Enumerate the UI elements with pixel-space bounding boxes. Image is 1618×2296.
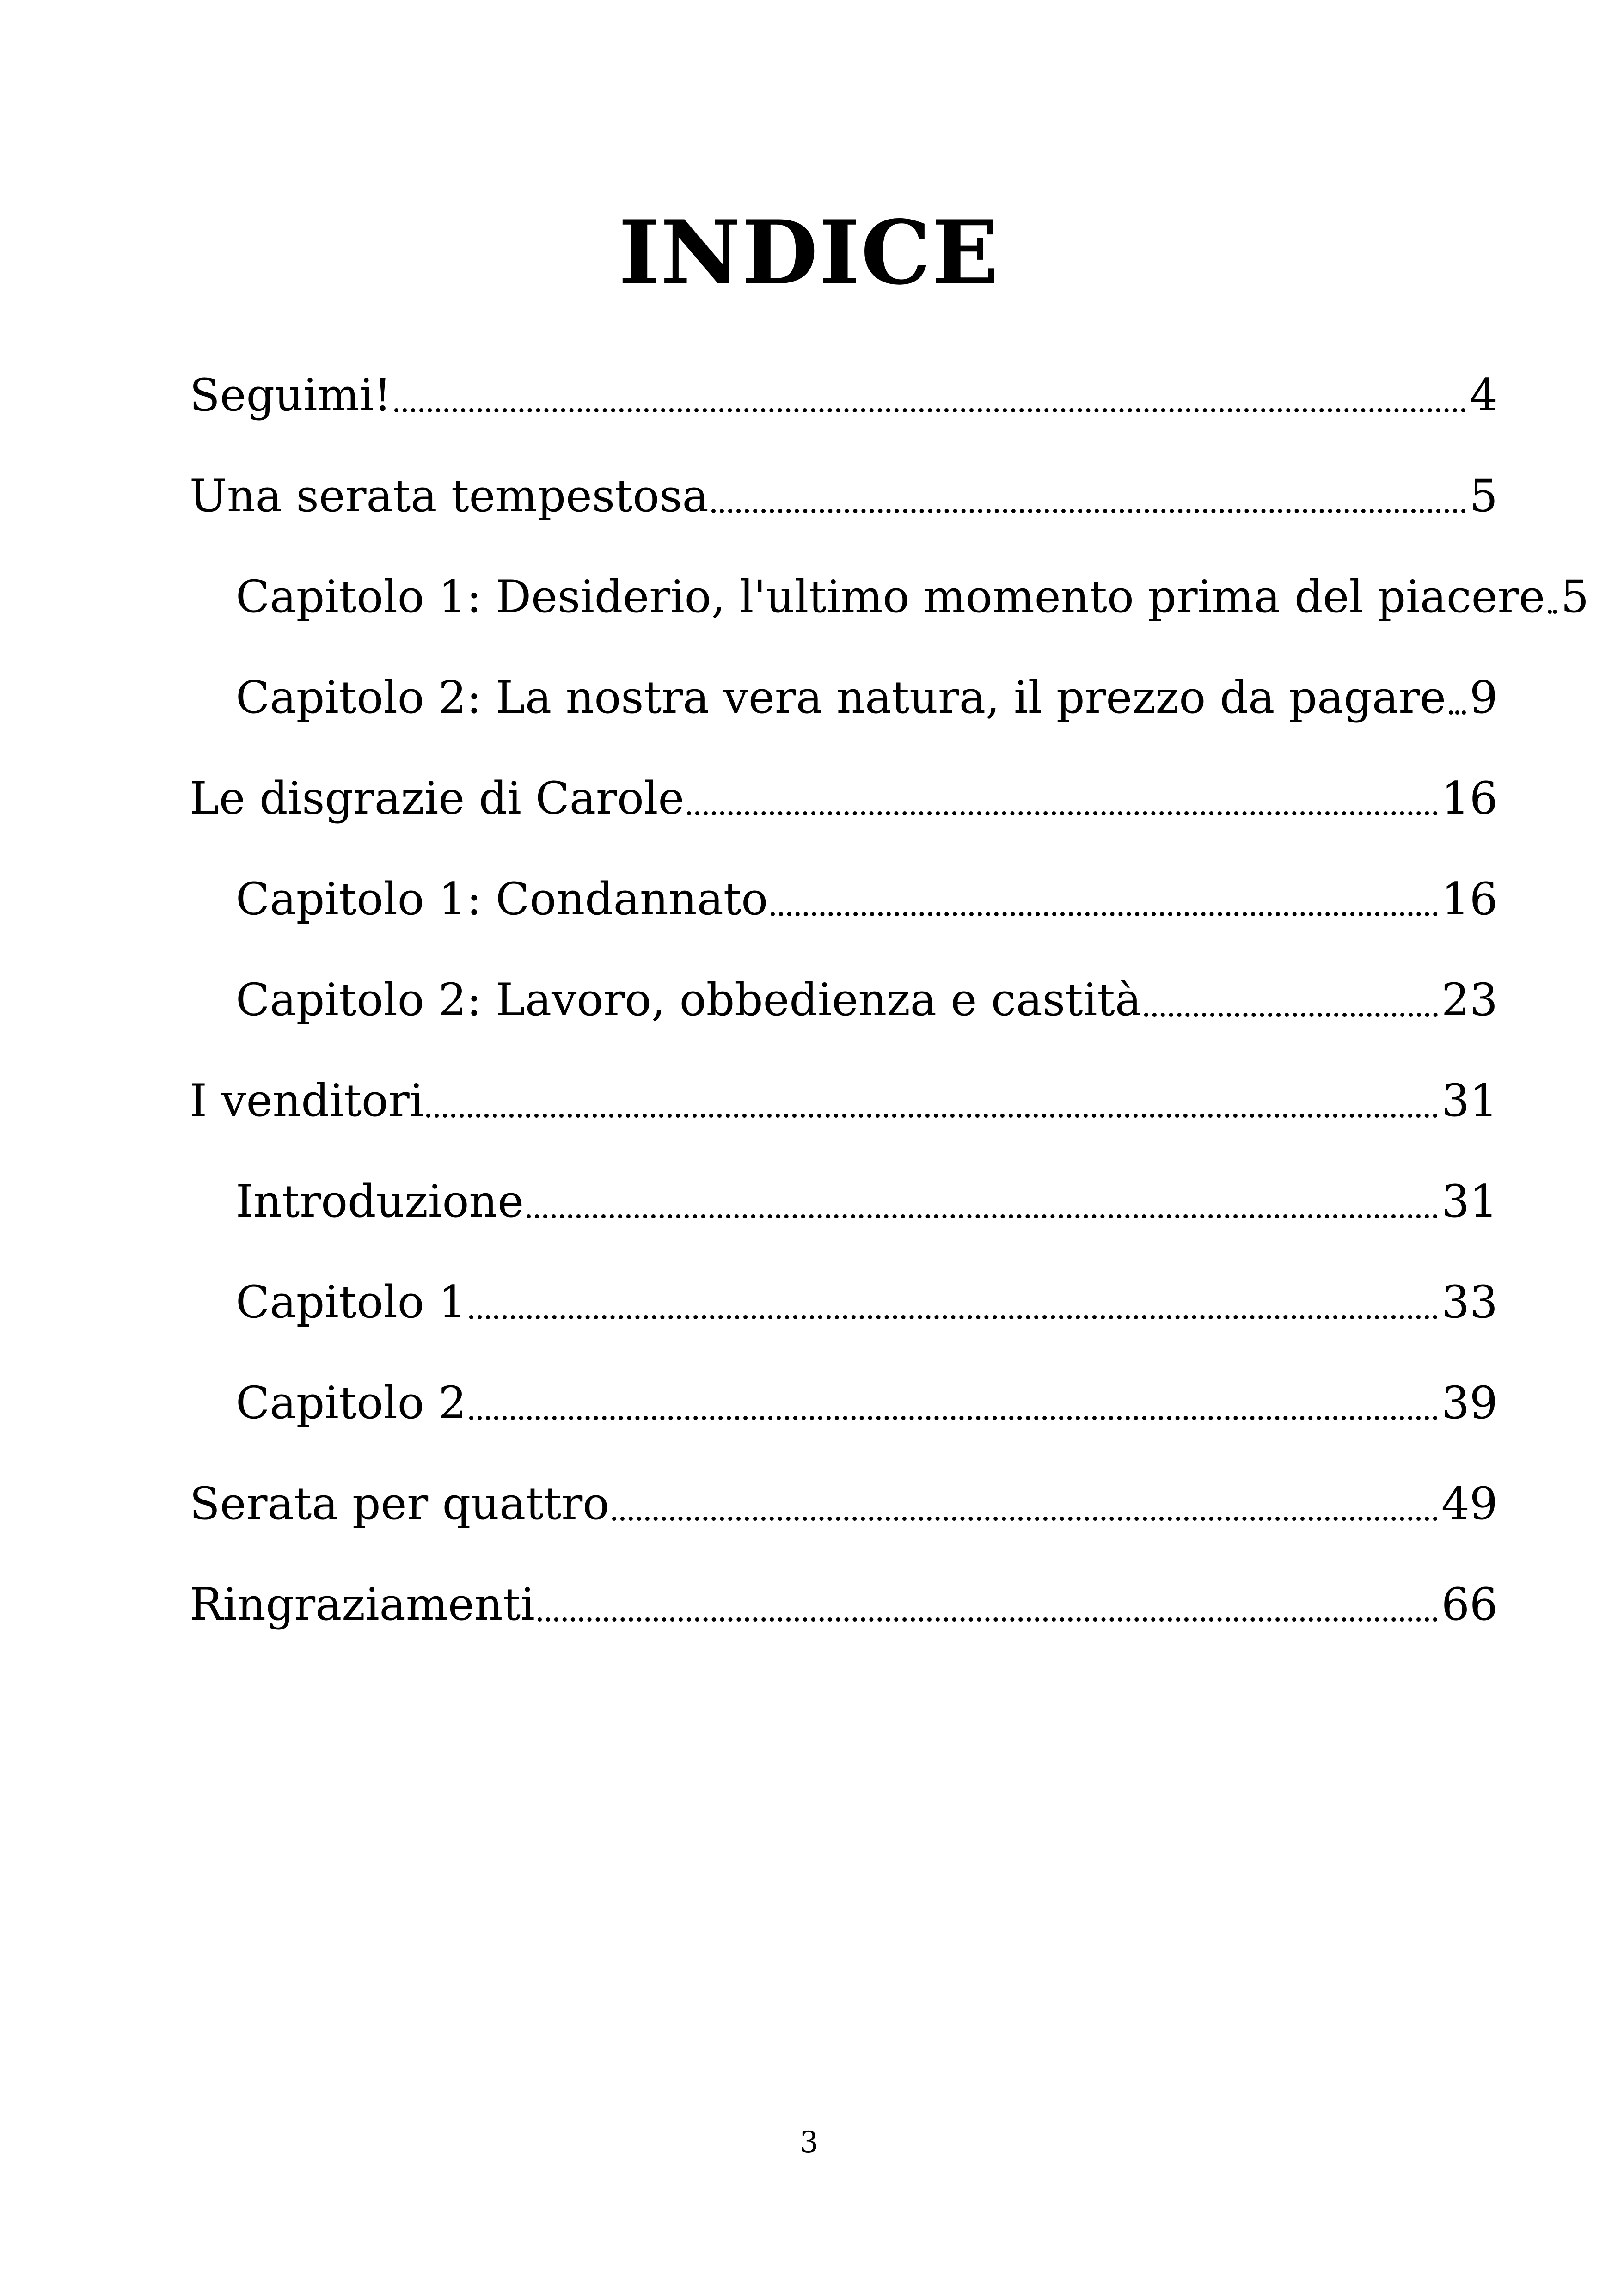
toc-entry[interactable] [190,365,1498,425]
toc-entry[interactable] [236,1171,1498,1231]
toc-dot-leader [711,509,1466,513]
toc-dot-leader [771,912,1438,916]
toc-entry-label: Una serata tempestosa [190,470,709,522]
toc-entry-page: 31 [1441,1075,1498,1127]
toc-entry-page: 66 [1441,1579,1498,1630]
toc-entry[interactable] [236,667,1498,728]
toc-entry-page: 9 [1469,672,1498,723]
toc-dot-leader [426,1114,1437,1118]
toc-entry-page: 49 [1441,1478,1498,1530]
toc-dot-leader [612,1517,1438,1521]
toc-dot-leader [1144,1013,1438,1017]
page-number: 3 [799,2125,819,2160]
toc-entry[interactable] [236,1272,1498,1332]
toc-entry-page: 4 [1469,369,1498,421]
toc-entry-page: 16 [1441,772,1498,824]
toc-entry-page: 39 [1441,1377,1498,1429]
toc-dot-leader [527,1214,1438,1218]
toc-entry-label: Capitolo 1 [236,1276,467,1328]
toc-entry-page: 5 [1469,470,1498,522]
toc-dot-leader [687,811,1438,815]
toc-entry-label: Capitolo 1: Desiderio, l'ultimo momento prima del piacere [236,571,1545,623]
toc-entry-label: Le disgrazie di Carole [190,772,685,824]
toc-entry-page: 23 [1441,974,1498,1026]
toc-entry-page: 5 [1561,571,1589,623]
toc-dot-leader [469,1315,1438,1319]
toc-entry-page: 31 [1441,1176,1498,1227]
toc-entry[interactable] [190,1574,1498,1635]
toc-entry[interactable] [236,1373,1498,1433]
toc-entry[interactable] [236,970,1498,1030]
toc-dot-leader [538,1617,1438,1622]
toc-entry[interactable] [190,768,1498,828]
toc-entry[interactable] [190,466,1498,526]
toc-entry[interactable] [236,869,1498,929]
toc-dot-leader [1449,710,1466,715]
toc-entry[interactable] [236,567,1589,627]
toc-entry[interactable] [190,1071,1498,1131]
toc-entry-label: Introduzione [236,1176,524,1227]
toc-entry-label: Serata per quattro [190,1478,610,1530]
toc-dot-leader [469,1416,1438,1420]
toc-entry-label: Capitolo 2: Lavoro, obbedienza e castità [236,974,1142,1026]
toc-entry-label: Capitolo 2 [236,1377,467,1429]
toc-entry-label: Seguimi! [190,369,392,421]
page-title: INDICE [618,201,1000,305]
toc-entry-label: Ringraziamenti [190,1579,535,1630]
toc-entry-label: I venditori [190,1075,424,1127]
toc-entry[interactable] [190,1474,1498,1534]
toc-dot-leader [394,408,1466,412]
toc-entry-page: 16 [1441,873,1498,925]
toc-entry-label: Capitolo 1: Condannato [236,873,768,925]
toc-dot-leader [1548,610,1557,614]
toc-entry-page: 33 [1441,1276,1498,1328]
toc-entry-label: Capitolo 2: La nostra vera natura, il prezzo da pagare [236,672,1446,723]
